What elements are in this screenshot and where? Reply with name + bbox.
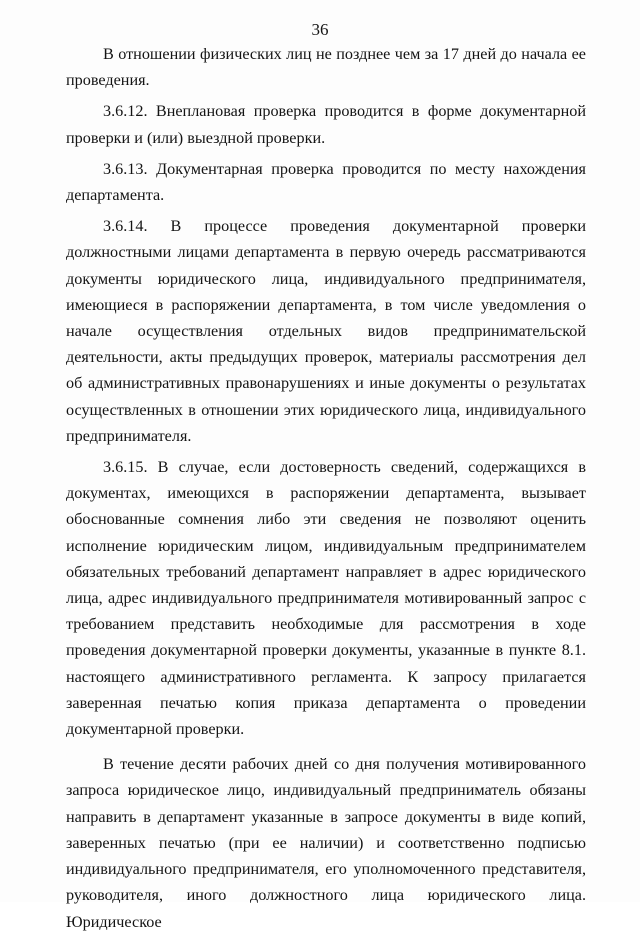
document-body [66, 41, 586, 940]
paragraph-continuation: В отношении физических лиц не позднее чем за 17 дней до начала ее проведения. [66, 45, 586, 90]
paragraph-3-6-13: 3.6.13. Документарная проверка проводится по месту нахождения департамента. [66, 159, 586, 205]
paragraph-3-6-12: 3.6.12. Внеплановая проверка проводится в форме документарной проверки и (или) выездной проверки. [66, 102, 586, 147]
paragraph-3-6-14: 3.6.14. В процессе проведения документарной проверки должностными лицами департамента в первую очередь рассматриваются документы юридического лица, индивидуального предпринимателя, имеющиеся в распоряжении департамента, в том числе уведомления о начале осуществления отдельных видов предпринимательской деятельности, акты предыдущих проверок, материалы рассмотрения дел об административных правонарушениях и иные документы о результатах осуществленных в отношении этих юридического лица, индивидуального предпринимателя. [66, 217, 586, 445]
paragraph-3-6-15: 3.6.15. В случае, если достоверность сведений, содержащихся в документах, имеющихся в распоряжении департамента, вызывает обоснованные сомнения либо эти сведения не позволяют оценить исполнение юридическим лицом, индивидуальным предпринимателем обязательных требований департамент направляет в адрес юридического лица, адрес индивидуального предпринимателя мотивированный запрос с требованием представить необходимые для рассмотрения в ходе проведения документарной проверки документы, указанные в пункте 8.1. настоящего административного регламента. К запросу прилагается заверенная печатью копия приказа департамента о проведении документарной проверки. [66, 458, 586, 739]
page-number: 36 [311, 20, 329, 39]
paragraph-response-deadline: В течение десяти рабочих дней со дня получения мотивированного запроса юридическое лицо, индивидуальный предприниматель обязаны направить в департамент указанные в запросе документы в виде копий, заверенных печатью (при ее наличии) и соответственно подписью индивидуального предпринимателя, его уполномоченного представителя, руководителя, иного должностного лица юридического лица. Юридическое [66, 755, 586, 931]
